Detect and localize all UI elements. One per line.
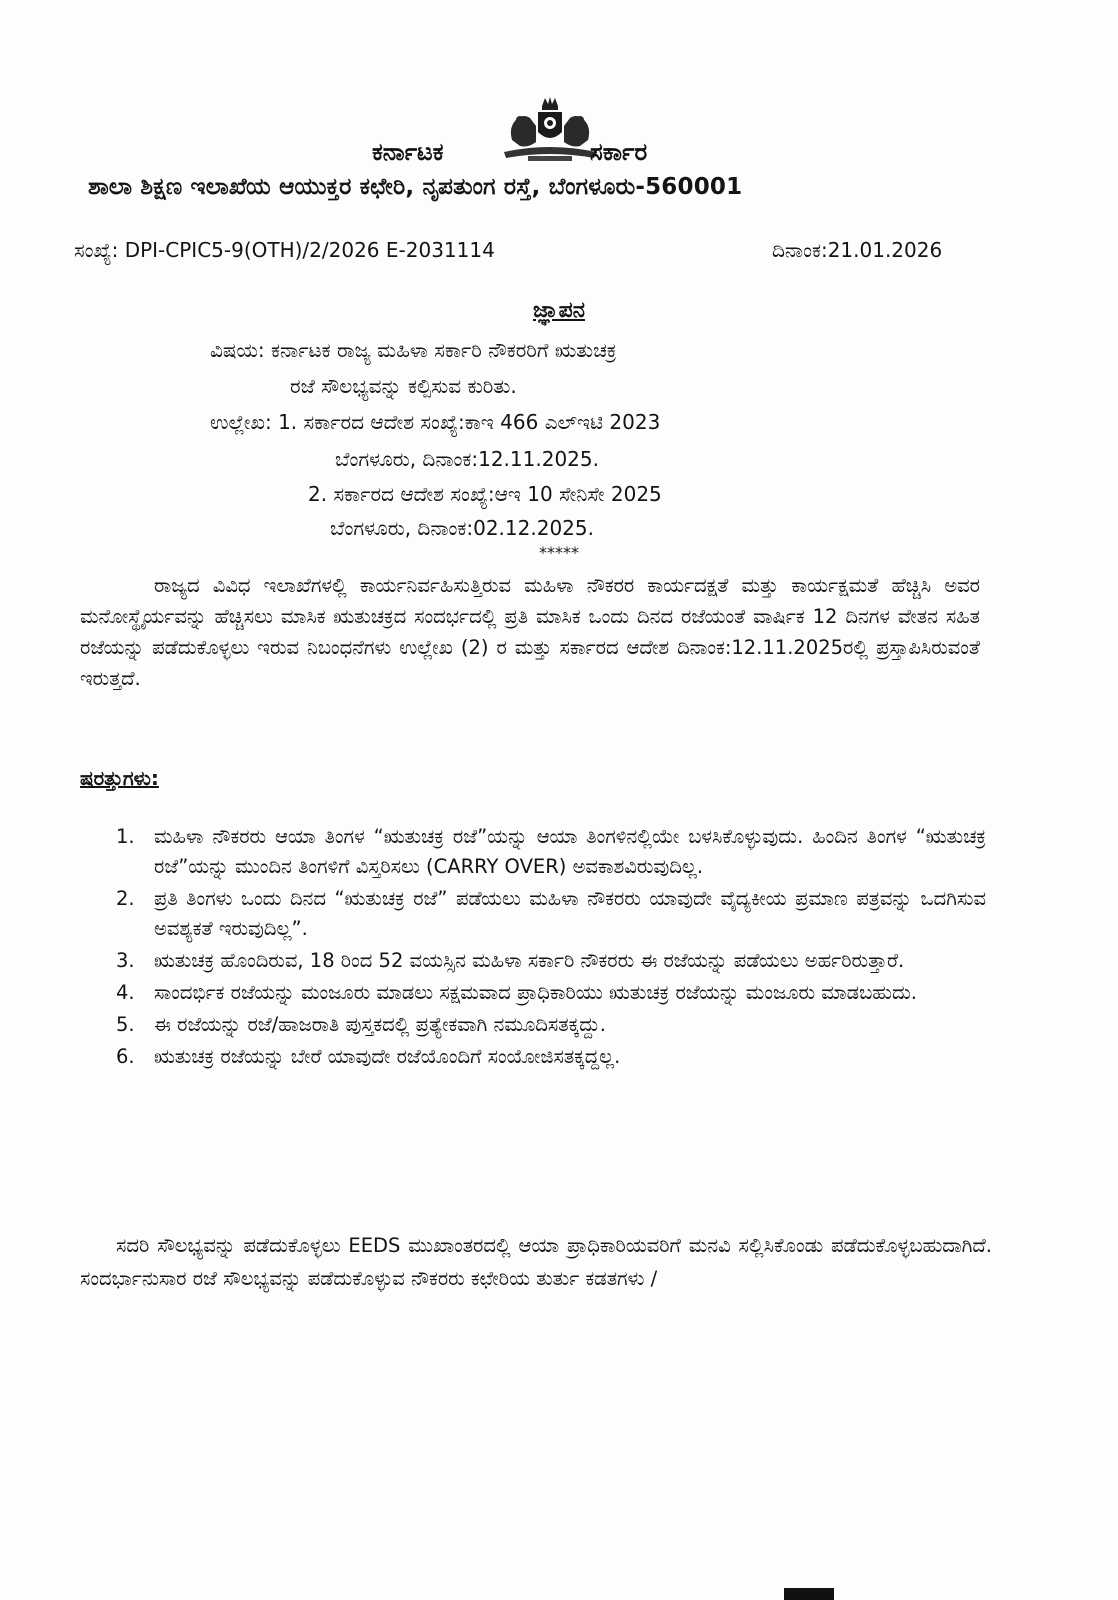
subject-line-2: ರಜೆ ಸೌಲಭ್ಯವನ್ನು ಕಲ್ಪಿಸುವ ಕುರಿತು. <box>290 374 517 398</box>
header-state-left: ಕರ್ನಾಟಕ <box>372 138 444 166</box>
body-paragraph-2: ಸದರಿ ಸೌಲಭ್ಯವನ್ನು ಪಡೆದುಕೊಳ್ಳಲು EEDS ಮುಖಾಂತರದಲ್ಲಿ ಆಯಾ ಪ್ರಾಧಿಕಾರಿಯವರಿಗೆ ಮನವಿ ಸಲ್ಲಿಸಿಕೊಂಡು ಪಡೆದುಕೊಳ್ಳಬಹುದಾಗಿದೆ. ಸಂದರ್ಭಾನುಸಾರ ರಜೆ ಸೌಲಭ್ಯವನ್ನು ಪಡೆದುಕೊಳ್ಳುವ ನೌಕರರು ಕಛೇರಿಯ ತುರ್ತು ಕಡತಗಳು / <box>80 1234 992 1290</box>
condition-text: ಮಹಿಳಾ ನೌಕರರು ಆಯಾ ತಿಂಗಳ “ಋತುಚಕ್ರ ರಜೆ”ಯನ್ನು ಆಯಾ ತಿಂಗಳಿನಲ್ಲಿಯೇ ಬಳಸಿಕೊಳ್ಳುವುದು. ಹಿಂದಿನ ತಿಂಗಳ “ಋತುಚಕ್ರ ರಜೆ”ಯನ್ನು ಮುಂದಿನ ತಿಂಗಳಿಗೆ ವಿಸ್ತರಿಸಲು (CARRY OVER) ಅವಕಾಶವಿರುವುದಿಲ್ಲ. <box>154 825 986 878</box>
condition-number: 3. <box>116 949 135 972</box>
reference-number: ಸಂಖ್ಯೆ: DPI-CPIC5-9(OTH)/2/2026 E-2031114 <box>74 238 495 262</box>
condition-number: 2. <box>116 887 135 910</box>
body-paragraph-1: ರಾಜ್ಯದ ವಿವಿಧ ಇಲಾಖೆಗಳಲ್ಲಿ ಕಾರ್ಯನಿರ್ವಹಿಸುತ್ತಿರುವ ಮಹಿಳಾ ನೌಕರರ ಕಾರ್ಯದಕ್ಷತೆ ಮತ್ತು ಕಾರ್ಯಕ್ಷಮತೆ ಹೆಚ್ಚಿಸಿ ಅವರ ಮನೋಸ್ಥೈರ್ಯವನ್ನು ಹೆಚ್ಚಿಸಲು ಮಾಸಿಕ ಋತುಚಕ್ರದ ಸಂದರ್ಭದಲ್ಲಿ ಪ್ರತಿ ಮಾಸಿಕ ಒಂದು ದಿನದ ರಜೆಯಂತೆ ವಾರ್ಷಿಕ 12 ದಿನಗಳ ವೇತನ ಸಹಿತ ರಜೆಯನ್ನು ಪಡೆದುಕೊಳ್ಳಲು ಇರುವ ನಿಬಂಧನೆಗಳು ಉಲ್ಲೇಖ (2) ರ ಮತ್ತು ಸರ್ಕಾರದ ಆದೇಶ ದಿನಾಂಕ:12.11.2025ರಲ್ಲಿ ಪ್ರಸ್ತಾಪಿಸಿರುವಂತೆ ಇರುತ್ತದೆ. <box>80 574 980 690</box>
conditions-list <box>116 822 986 1074</box>
condition-number: 5. <box>116 1013 135 1036</box>
condition-text: ಋತುಚಕ್ರ ಹೊಂದಿರುವ, 18 ರಿಂದ 52 ವಯಸ್ಸಿನ ಮಹಿಳಾ ಸರ್ಕಾರಿ ನೌಕರರು ಈ ರಜೆಯನ್ನು ಪಡೆಯಲು ಅರ್ಹರಿರುತ್ತಾರೆ. <box>154 949 905 972</box>
condition-text: ಸಾಂದರ್ಭಿಕ ರಜೆಯನ್ನು ಮಂಜೂರು ಮಾಡಲು ಸಕ್ಷಮವಾದ ಪ್ರಾಧಿಕಾರಿಯು ಋತುಚಕ್ರ ರಜೆಯನ್ನು ಮಂಜೂರು ಮಾಡಬಹುದು. <box>154 981 917 1004</box>
condition-item <box>116 1042 986 1072</box>
header-office-address: ಶಾಲಾ ಶಿಕ್ಷಣ ಇಲಾಖೆಯ ಆಯುಕ್ತರ ಕಛೇರಿ, ನೃಪತುಂಗ ರಸ್ತೆ, ಬೆಂಗಳೂರು-560001 <box>88 174 743 200</box>
karnataka-emblem-icon <box>498 96 602 166</box>
separator-stars: ***** <box>539 543 579 562</box>
header-state-right: ಸರ್ಕಾರ <box>590 138 648 166</box>
reference-1-line-2: ಬೆಂಗಳೂರು, ದಿನಾಂಕ:12.11.2025. <box>335 447 599 471</box>
reference-2-line-1: 2. ಸರ್ಕಾರದ ಆದೇಶ ಸಂಖ್ಯೆ:ಆಇ 10 ಸೇನಿಸೇ 2025 <box>308 482 662 506</box>
condition-item <box>116 884 986 944</box>
condition-text: ಋತುಚಕ್ರ ರಜೆಯನ್ನು ಬೇರೆ ಯಾವುದೇ ರಜೆಯೊಂದಿಗೆ ಸಂಯೋಜಿಸತಕ್ಕದ್ದಲ್ಲ. <box>154 1045 621 1068</box>
reference-1-line-1: ಉಲ್ಲೇಖ: 1. ಸರ್ಕಾರದ ಆದೇಶ ಸಂಖ್ಯೆ:ಕಾಇ 466 ಎಲ್‌ಇಟಿ 2023 <box>210 410 661 434</box>
page-edge-mark <box>784 1588 834 1600</box>
condition-number: 4. <box>116 981 135 1004</box>
condition-item <box>116 1010 986 1040</box>
memo-title: ಜ್ಞಾಪನ <box>533 298 585 323</box>
condition-item <box>116 822 986 882</box>
subject-line-1: ವಿಷಯ: ಕರ್ನಾಟಕ ರಾಜ್ಯ ಮಹಿಳಾ ಸರ್ಕಾರಿ ನೌಕರರಿಗೆ ಋತುಚಕ್ರ <box>210 338 617 362</box>
condition-number: 6. <box>116 1045 135 1068</box>
condition-item <box>116 978 986 1008</box>
condition-text: ಪ್ರತಿ ತಿಂಗಳು ಒಂದು ದಿನದ “ಋತುಚಕ್ರ ರಜೆ” ಪಡೆಯಲು ಮಹಿಳಾ ನೌಕರರು ಯಾವುದೇ ವೈದ್ಯಕೀಯ ಪ್ರಮಾಣ ಪತ್ರವನ್ನು ಒದಗಿಸುವ ಅವಶ್ಯಕತೆ ಇರುವುದಿಲ್ಲ”. <box>154 887 986 940</box>
reference-2-line-2: ಬೆಂಗಳೂರು, ದಿನಾಂಕ:02.12.2025. <box>330 516 594 540</box>
conditions-heading: ಷರತ್ತುಗಳು: <box>80 766 159 790</box>
condition-text: ಈ ರಜೆಯನ್ನು ರಜೆ/ಹಾಜರಾತಿ ಪುಸ್ತಕದಲ್ಲಿ ಪ್ರತ್ಯೇಕವಾಗಿ ನಮೂದಿಸತಕ್ಕದ್ದು. <box>154 1013 606 1036</box>
condition-number: 1. <box>116 825 135 848</box>
condition-item <box>116 946 986 976</box>
reference-date: ದಿನಾಂಕ:21.01.2026 <box>772 238 943 262</box>
